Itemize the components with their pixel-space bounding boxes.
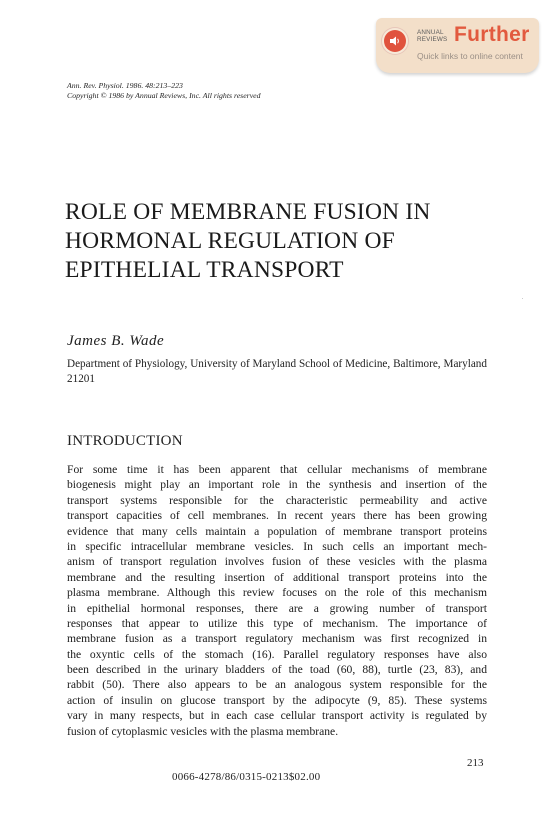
section-heading: INTRODUCTION — [67, 433, 183, 449]
body-line: plasma membrane. Although this review focuses on the role of this mechanism — [67, 586, 487, 600]
body-line: membrane and the resulting insertion of additional transport proteins into the — [67, 570, 487, 584]
citation-line-1: Ann. Rev. Physiol. 1986. 48:213–223 — [67, 81, 183, 90]
body-line: transport capacities of cell membranes. In recent years there has been growing — [67, 509, 487, 523]
annual-reviews-label — [417, 29, 447, 43]
author-affiliation: Department of Physiology, University of Maryland School of Medicine, Baltimore, Maryland 21201 — [67, 358, 487, 385]
journal-citation — [67, 81, 261, 101]
body-line: transport systems responsible for the characteristic permeability and active — [67, 493, 487, 507]
quick-links-label: Quick links to online content — [417, 51, 523, 61]
title-line-3: EPITHELIAL TRANSPORT — [65, 257, 344, 283]
body-line: biogenesis might play an important role in the synthesis and insertion of the — [67, 478, 487, 492]
body-line: fusion of cytoplasmic vesicles with the plasma membrane. — [67, 724, 339, 738]
body-paragraph — [67, 462, 487, 739]
body-line: vary in many respects, but in each case cellular transport activity is regulated by — [67, 709, 487, 723]
title-line-2: HORMONAL REGULATION OF — [65, 228, 395, 254]
page-speck — [522, 298, 523, 299]
further-badge[interactable] — [376, 18, 539, 73]
body-line: in specific intracellular membrane vesicles. In such cells an important mech- — [67, 539, 487, 553]
body-line: action of insulin on glucose transport by the adipocyte (9, 85). These systems — [67, 693, 487, 707]
speaker-icon — [384, 30, 406, 52]
author-name: James B. Wade — [67, 333, 165, 349]
body-line: For some time it has been apparent that cellular mechanisms of membrane — [67, 463, 487, 476]
body-line: membrane fusion as a transport regulatory mechanism was first recognized in — [67, 632, 487, 646]
body-line: evidence that many cells maintain a population of membrane transport proteins — [67, 524, 487, 538]
body-line: in epithelial hormonal responses, there are a growing number of transport — [67, 601, 487, 615]
body-line: been described in the urinary bladders of the toad (60, 88), turtle (23, 83), and — [67, 663, 487, 677]
citation-line-2: Copyright © 1986 by Annual Reviews, Inc. All rights reserved — [67, 91, 261, 100]
body-line: the oxyntic cells of the stomach (16). Parallel regulatory responses have also — [67, 647, 487, 661]
body-line: anism of transport regulation involves fusion of these vesicles with the plasma — [67, 555, 487, 569]
copyright-code: 0066-4278/86/0315-0213$02.00 — [172, 771, 321, 783]
article-title — [65, 198, 505, 285]
annual-label: ANNUAL — [417, 29, 444, 36]
reviews-label: REVIEWS — [417, 36, 448, 43]
body-line: rabbit (50). There also appears to be an analogous system responsible for the — [67, 678, 487, 692]
page-number: 213 — [467, 757, 484, 769]
further-label: Further — [454, 23, 530, 46]
body-line: responses that appear to utilize this type of mechanism. The importance of — [67, 616, 487, 630]
title-line-1: ROLE OF MEMBRANE FUSION IN — [65, 199, 431, 225]
